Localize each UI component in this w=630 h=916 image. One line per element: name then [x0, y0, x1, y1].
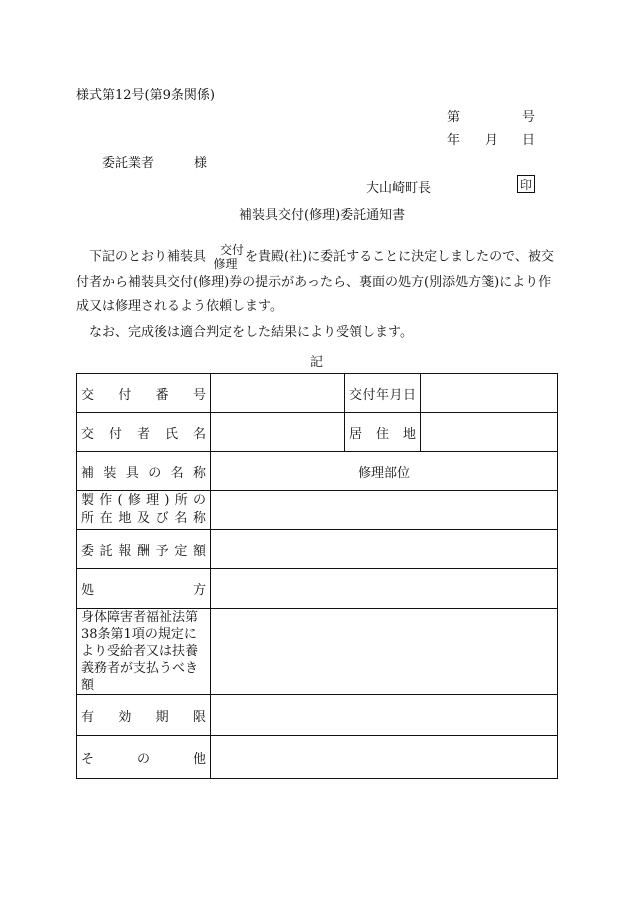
- maker-line-2: 所在地及び名称: [81, 511, 206, 526]
- delivery-number-label: 交付番号: [77, 374, 211, 413]
- other-value[interactable]: [211, 736, 558, 779]
- payment-value[interactable]: [211, 609, 558, 695]
- fee-label: 委託報酬予定額: [77, 530, 211, 569]
- repair-part-label: 修理部位: [211, 452, 558, 491]
- date-month-label: 月: [485, 133, 499, 148]
- row-device-name: [77, 452, 558, 491]
- document-title: 補装具交付(修理)委託通知書: [239, 208, 406, 223]
- p1-start: 下記のとおり補装具: [89, 249, 207, 265]
- other-label: その他: [77, 736, 211, 779]
- validity-value[interactable]: [211, 695, 558, 736]
- maker-label: [77, 491, 211, 530]
- delivery-number-value[interactable]: [211, 374, 345, 413]
- form-number-label: 様式第12号(第9条関係): [76, 88, 215, 103]
- date-year-label: 年: [447, 133, 461, 148]
- body-paragraph-2: なお、完成後は適合判定をした結果により受領します。: [89, 325, 413, 340]
- address-label: 居住地: [345, 413, 421, 452]
- prescription-right: 方: [192, 583, 206, 598]
- row-payment: [77, 609, 558, 695]
- prescription-value[interactable]: [211, 569, 558, 609]
- address-value[interactable]: [421, 413, 558, 452]
- details-table: [76, 373, 558, 779]
- row-other: [77, 736, 558, 779]
- prescription-label: [77, 569, 211, 609]
- body-paragraph-1: [76, 243, 556, 319]
- document-number-prefix: 第: [447, 110, 461, 125]
- stack-bottom: 修理: [213, 257, 238, 271]
- maker-line-1: 製作(修理)所の: [81, 493, 206, 508]
- recipient-name-label: 交付者氏名: [77, 413, 211, 452]
- validity-label: 有効期限: [77, 695, 211, 736]
- stack-top: 交付: [220, 243, 245, 257]
- ki-heading: 記: [310, 355, 324, 370]
- honorific-label: 様: [194, 156, 208, 171]
- date-day-label: 日: [522, 133, 536, 148]
- device-name-label: 補装具の名称: [77, 452, 211, 491]
- maker-value[interactable]: [211, 491, 558, 530]
- recipient-label: 委託業者: [102, 156, 155, 171]
- row-recipient-name: [77, 413, 558, 452]
- delivery-repair-stack: [207, 243, 244, 271]
- p1-rest: を貴殿(社)に委託することに決定しましたので、被交付者から補装具交付(修理)券の提示があったら、裏面の処方(別添処方箋)により作成又は修理されるよう依頼します。: [76, 249, 554, 314]
- payment-label: 身体障害者福祉法第38条第1項の規定により受給者又は扶養義務者が支払うべき額: [77, 609, 211, 695]
- row-fee: [77, 530, 558, 569]
- fee-value[interactable]: [211, 530, 558, 569]
- seal-stamp-box: 印: [517, 175, 535, 193]
- recipient-name-value[interactable]: [211, 413, 345, 452]
- delivery-date-label: 交付年月日: [345, 374, 421, 413]
- issuer-name: 大山崎町長: [366, 181, 432, 196]
- row-prescription: [77, 569, 558, 609]
- row-validity: [77, 695, 558, 736]
- row-delivery-number: [77, 374, 558, 413]
- document-number-suffix: 号: [522, 110, 536, 125]
- row-maker: [77, 491, 558, 530]
- delivery-date-value[interactable]: [421, 374, 558, 413]
- prescription-left: 処: [81, 583, 95, 598]
